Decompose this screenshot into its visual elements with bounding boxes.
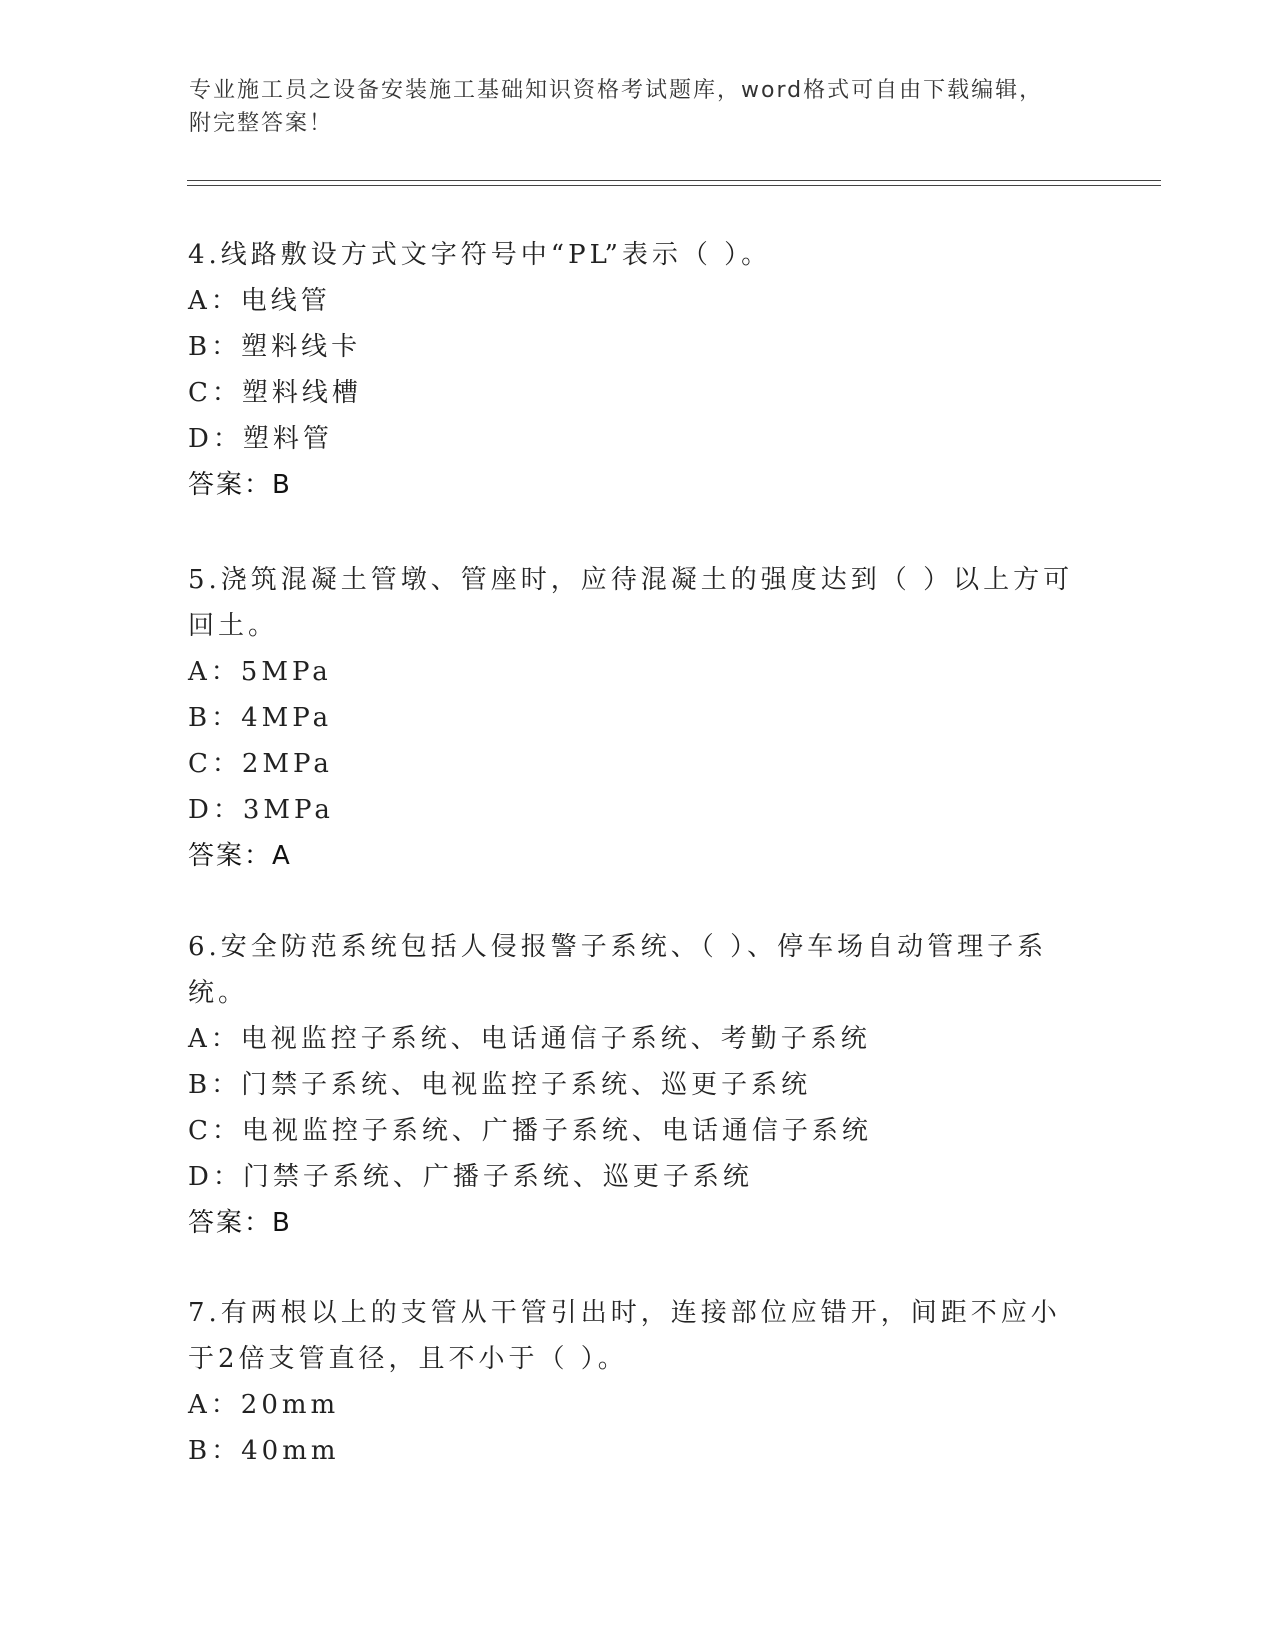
document-header	[189, 74, 1089, 140]
option-c: C：塑料线槽	[188, 378, 362, 408]
option-c: C：电视监控子系统、广播子系统、电话通信子系统	[188, 1116, 872, 1146]
option-b: B：40mm	[188, 1436, 340, 1466]
question-6	[188, 924, 1088, 1246]
option-a: A：电视监控子系统、电话通信子系统、考勤子系统	[188, 1024, 871, 1054]
header-line-2: 附完整答案！	[189, 111, 334, 136]
option-c: C：2MPa	[188, 749, 333, 779]
question-stem: 6.安全防范系统包括人侵报警子系统、（ ）、停车场自动管理子系统。	[188, 932, 1048, 1008]
answer-line: 答案：B	[188, 470, 292, 500]
option-a: A：20mm	[188, 1390, 340, 1420]
option-d: D：门禁子系统、广播子系统、巡更子系统	[188, 1162, 753, 1192]
answer-line: 答案：B	[188, 1208, 292, 1238]
question-4	[188, 232, 1088, 508]
question-stem: 4.线路敷设方式文字符号中“PL”表示（ ）。	[188, 240, 772, 270]
option-d: D：3MPa	[188, 795, 334, 825]
option-b: B：4MPa	[188, 703, 333, 733]
question-5	[188, 557, 1088, 879]
header-line-1: 专业施工员之设备安装施工基础知识资格考试题库，word格式可自由下载编辑，	[189, 78, 1044, 103]
option-b: B：塑料线卡	[188, 332, 362, 362]
question-7	[188, 1290, 1088, 1474]
option-a: A：电线管	[188, 286, 331, 316]
option-a: A：5MPa	[188, 657, 332, 687]
option-b: B：门禁子系统、电视监控子系统、巡更子系统	[188, 1070, 812, 1100]
question-stem: 7.有两根以上的支管从干管引出时，连接部位应错开，间距不应小于2倍支管直径，且不小于（ ）。	[188, 1298, 1061, 1374]
answer-line: 答案：A	[188, 841, 292, 871]
header-divider-top	[187, 180, 1161, 181]
option-d: D：塑料管	[188, 424, 333, 454]
question-stem: 5.浇筑混凝土管墩、管座时，应待混凝土的强度达到（ ）以上方可回土。	[188, 565, 1074, 641]
header-divider-bottom	[187, 185, 1161, 186]
